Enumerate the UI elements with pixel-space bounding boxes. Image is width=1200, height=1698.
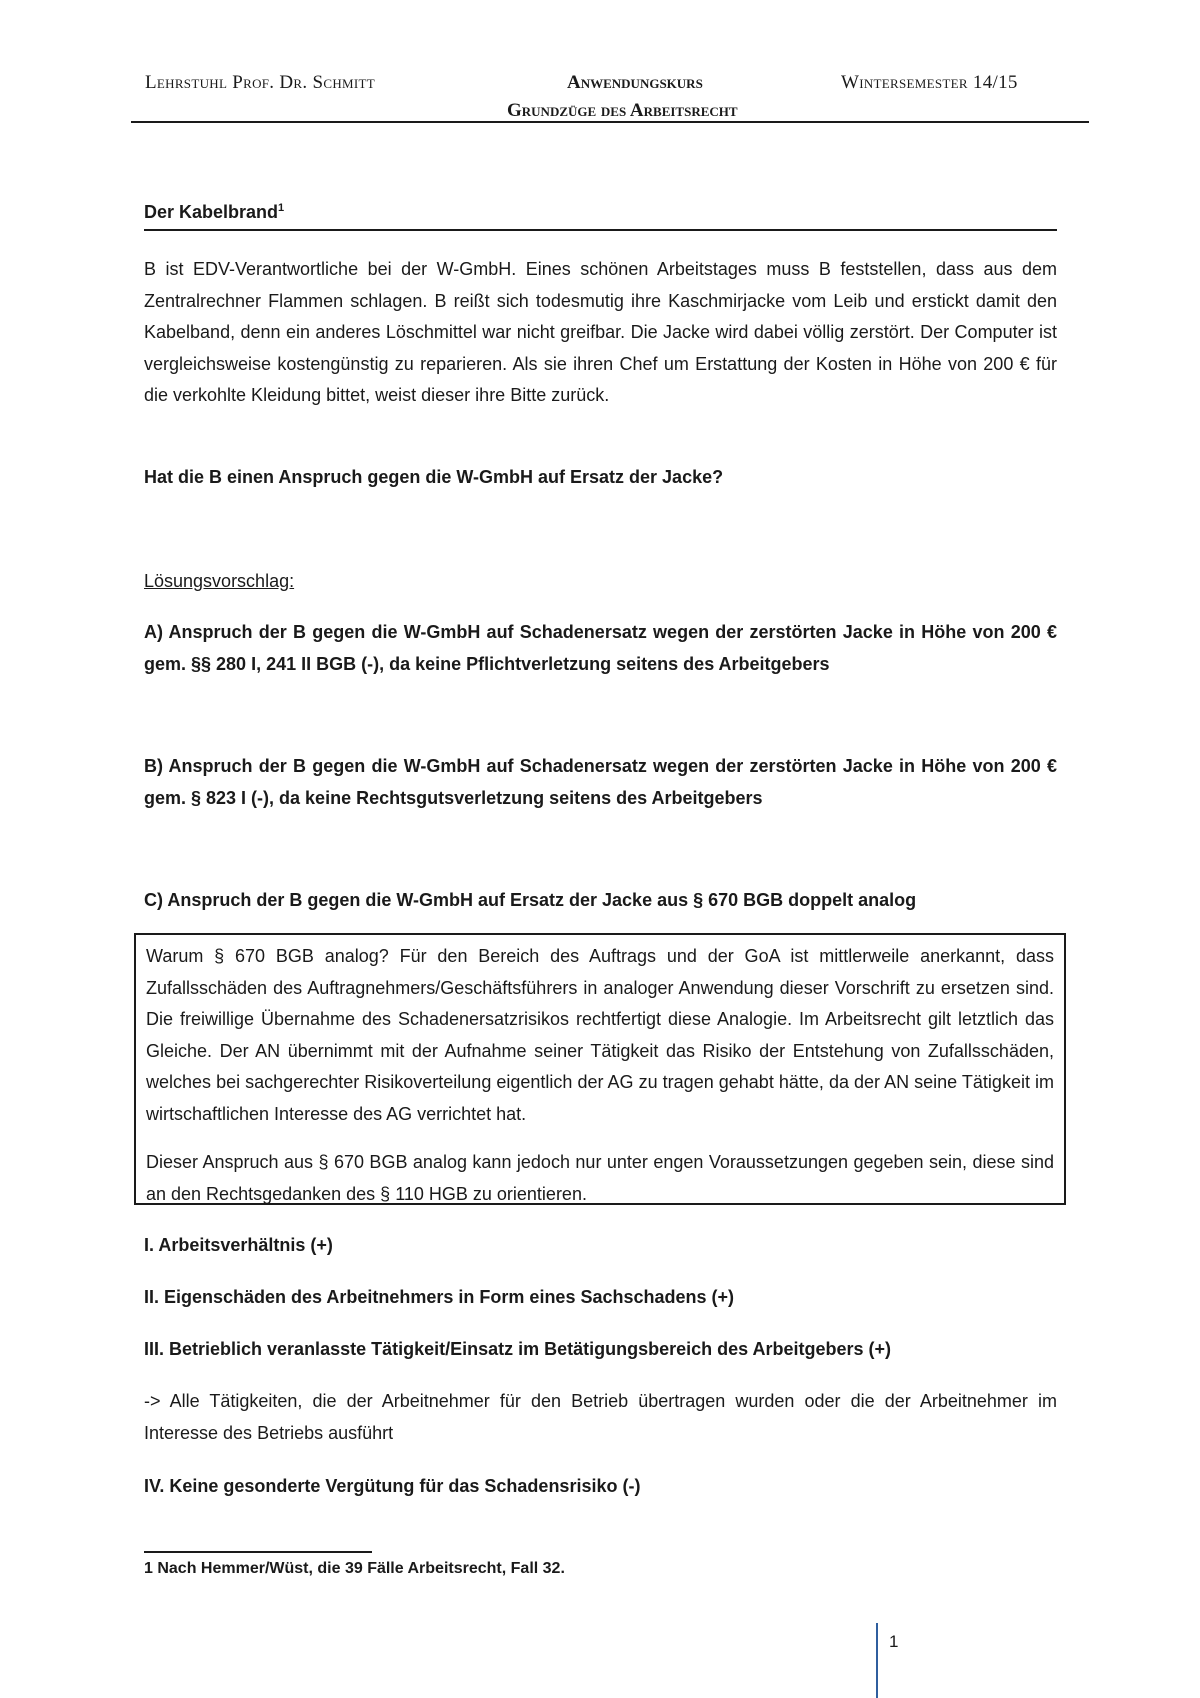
- section-b: B) Anspruch der B gegen die W-GmbH auf Schadenersatz wegen der zerstörten Jacke in Höhe von 200 € gem. § 823 I (-), da keine Rechtsgutsverletzung seitens des Arbeitgebers: [144, 756, 1057, 808]
- case-text: B ist EDV-Verantwortliche bei der W-GmbH. Eines schönen Arbeitstages muss B feststellen, dass aus dem Zentralrechner Flammen schlagen. B reißt sich todesmutig ihre Kaschmirjacke vom Leib und erstickt damit den Kabelband, denn ein anderes Löschmittel war nicht greifbar. Die Jacke wird dabei völlig zerstört. Der Computer ist vergleichsweise kostengünstig zu reparieren. Als sie ihren Chef um Erstattung der Kosten in Höhe von 200 € für die verkohlte Kleidung bittet, weist dieser ihre Bitte zurück.: [144, 259, 1057, 405]
- solution-heading: Lösungsvorschlag:: [144, 571, 295, 591]
- page-number-bar: [876, 1623, 878, 1698]
- title-rule: [144, 229, 1057, 231]
- requirement-2: II. Eigenschäden des Arbeitnehmers in Form eines Sachschadens (+): [144, 1287, 735, 1307]
- section-a: A) Anspruch der B gegen die W-GmbH auf Schadenersatz wegen der zerstörten Jacke in Höhe von 200 € gem. §§ 280 I, 241 II BGB (-), da keine Pflichtverletzung seitens des Arbeitgebers: [144, 622, 1057, 674]
- header-semester: Wintersemester 14/15: [841, 72, 1018, 93]
- header-course-line2: Grundzüge des Arbeitsrecht: [507, 100, 738, 121]
- analogy-box-paragraph-1: Warum § 670 BGB analog? Für den Bereich des Auftrags und der GoA ist mittlerweile anerkannt, dass Zufallsschäden des Auftragnehmers/Geschäftsführers in analoger Anwendung dieser Vorschrift zu ersetzen sind. Die freiwillige Übernahme des Schadenersatzrisikos rechtfertigt diese Analogie. Im Arbeitsrecht gilt letztlich das Gleiche. Der AN übernimmt mit der Aufnahme seiner Tätigkeit das Risiko der Entstehung von Zufallsschäden, welches bei sachgerechter Risikoverteilung eigentlich der AG zu tragen gehabt hätte, da der AN seine Tätigkeit im wirtschaftlichen Interesse des AG verrichtet hat.: [146, 946, 1054, 1124]
- requirement-3: III. Betrieblich veranlasste Tätigkeit/Einsatz im Betätigungsbereich des Arbeitgebers (+): [144, 1339, 892, 1359]
- header-chair: Lehrstuhl Prof. Dr. Schmitt: [145, 72, 375, 93]
- requirement-1: I. Arbeitsverhältnis (+): [144, 1235, 333, 1255]
- requirement-3-explanation: -> Alle Tätigkeiten, die der Arbeitnehmer für den Betrieb übertragen wurden oder die der Arbeitnehmer im Interesse des Betriebs ausführt: [144, 1391, 1057, 1443]
- header-course-line1: Anwendungskurs: [567, 72, 703, 93]
- footnote-reference: 1: [278, 202, 285, 214]
- requirement-4: IV. Keine gesonderte Vergütung für das Schadensrisiko (-): [144, 1476, 641, 1496]
- footnote: 1 Nach Hemmer/Wüst, die 39 Fälle Arbeitsrecht, Fall 32.: [144, 1560, 565, 1577]
- analogy-box-paragraph-2: Dieser Anspruch aus § 670 BGB analog kann jedoch nur unter engen Voraussetzungen gegeben sein, diese sind an den Rechtsgedanken des § 110 HGB zu orientieren.: [146, 1152, 1054, 1204]
- section-c: C) Anspruch der B gegen die W-GmbH auf Ersatz der Jacke aus § 670 BGB doppelt analog: [144, 890, 917, 910]
- case-title-text: Der Kabelbrand: [144, 202, 279, 222]
- analogy-box: [134, 933, 1066, 1205]
- page-number: 1: [889, 1632, 899, 1651]
- case-title: [144, 202, 284, 223]
- footnote-rule: [144, 1551, 372, 1553]
- case-question: Hat die B einen Anspruch gegen die W-GmbH auf Ersatz der Jacke?: [144, 467, 724, 487]
- header-rule: [131, 121, 1089, 123]
